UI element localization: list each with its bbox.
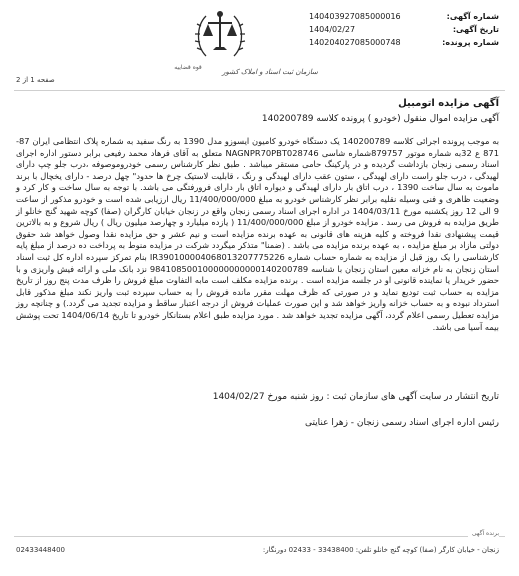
footer [16, 546, 499, 554]
signature-line: رئیس اداره اجرای اسناد رسمی زنجان - زهرا عنایتی [304, 418, 499, 428]
footer-address: زنجان - خیابان کارگر (صفا) کوچه گنج خانلو تلفن: 33438400 - 02433 دورنگار: [262, 546, 499, 554]
page-indicator: صفحه 1 از 2 [16, 76, 55, 84]
emblem-caption: قوه قضاییه [174, 64, 202, 71]
notice-title: آگهی مزایده اتومبیل [398, 98, 499, 109]
ad-number-label: شماره آگهی: [446, 12, 499, 21]
notice-body: به موجب پرونده اجرائی کلاسه 140200789 یک دستگاه خودرو کامیون ایسوزو مدل 1390 به رنگ سفید به شماره پلاک انتظامی ایران 87- 871 ع 32به شماره موتور 879757شماره شاسی NAGNPR70PBT028746 متعلق به آقای فرهاد محمد رفیعی برابر دستور اداره اجرای اسناد رسمی زنجان بازداشت گردیده و در پارکینگ حامی مستقر میباشد . طبق نظر کارشناس رسمی خودروموصوفه ،درب جلو چپ دارای لهیدگی ، درب جلو راست دارای لهیدگی ، ستون عقب دارای لهیدگی و رنگ ، قابلیت لاستیک چرخ ها حدود" چهل درصد - دارای یخچال با برند ماموت به سال ساخت 1390 ، درب اتاق بار دارای لهیدگی و دیواره اتاق بار دارای فرورفتگی می باشد. با توجه به سال ساخت و کار کرد و وضعیت ظاهری و فنی وسیله نقلیه برابر نظر کارشناس خودرو به مبلغ 11/400/000/000 ریال ارزیابی شده است و خودرو مذکور از ساعت 9 الی 12 روز یکشنبه مورخ 1404/03/11 در اداره اجرای اسناد رسمی زنجان واقع در زنجان خیابان کارگران (صفا) کوچه شهید گنج خانلو از طریق مزایده به فروش می رسد . مزایده خودرو از مبلغ 11/400/000/000 ( یازده میلیارد و چهارصد میلیون ریال ) ریال شروع و به بالاترین قیمت پیشنهادی نقدا فروخته و کلیه هزینه های قانونی به عهده برنده مزایده است و نیم عشر و حق مزایده نقدا وصول خواهد شد حقوق دولتی مازاد بر مبلغ مزایده ، به عهده برنده مزایده می باشد . (ضمنا" متذکر میگردد شرکت در مزایده منوط به پرداخت ده درصد از مبلغ پایه کارشناسی را یک روز قبل از مزایده به شماره حساب شماره IR390100004068013207775226 بنام تمرکز سپرده اداره کل ثبت اسناد استان زنجان به نام خزانه معین استان زنجان با شناسه 984108500100000000000140200789 نزد بانک ملی و ارائه فیش واریزی و با حضور خریدار یا نماینده قانونی او در جلسه مزایده است . برنده مزایده مکلف است مابه التفاوت مبلغ فروش را ظرف مدت پنج روز از تاریخ مزایده به حساب ثبت تودیع نماید و در صورتی که ظرف مهلت مقرر مانده فروش را به حساب سپرده ثبت واریز نکند مبلغ مذکور قابل استرداد نبوده و به حساب خزانه واریز خواهد شد و این صورت عملیات فروش از درجه اعتبار ساقط و مزایده تجدید می گردد.) و چنانچه روز مزایده تعطیل رسمی اعلام گردد، آگهی مزایده تجدید خواهد شد . مورد مزایده طبق اعلام بستانکار خودرو تا تاریخ 1404/06/14 تحت پوشش بیمه آسیا می باشد. [16, 136, 500, 332]
ad-metadata [309, 10, 499, 49]
notice-subtitle: آگهی مزایده اموال منقول (خودرو ) پرونده کلاسه 140200789 [261, 114, 499, 124]
file-number-label: شماره پرونده: [442, 38, 499, 47]
footer-divider [14, 536, 505, 537]
ad-number-value: 140403927085000016 [309, 12, 401, 21]
file-number-value: 140204027085000748 [309, 38, 401, 47]
footer-phone: 02433448400 [16, 546, 65, 554]
ad-date-label: تاریخ آگهی: [452, 25, 499, 34]
ad-number-row [309, 10, 499, 23]
publish-date: تاریخ انتشار در سایت آگهی های سازمان ثبت : روز شنبه مورخ 1404/02/27 [212, 392, 499, 402]
organization-name: سازمان ثبت اسناد و املاک کشور [222, 68, 318, 76]
judiciary-emblem-icon [192, 6, 248, 64]
header-divider [14, 90, 505, 91]
file-number-row [309, 36, 499, 49]
ad-date-row [309, 23, 499, 36]
ad-date-value: 1404/02/27 [309, 25, 356, 34]
footer-note: برنده آگهی [468, 530, 499, 537]
